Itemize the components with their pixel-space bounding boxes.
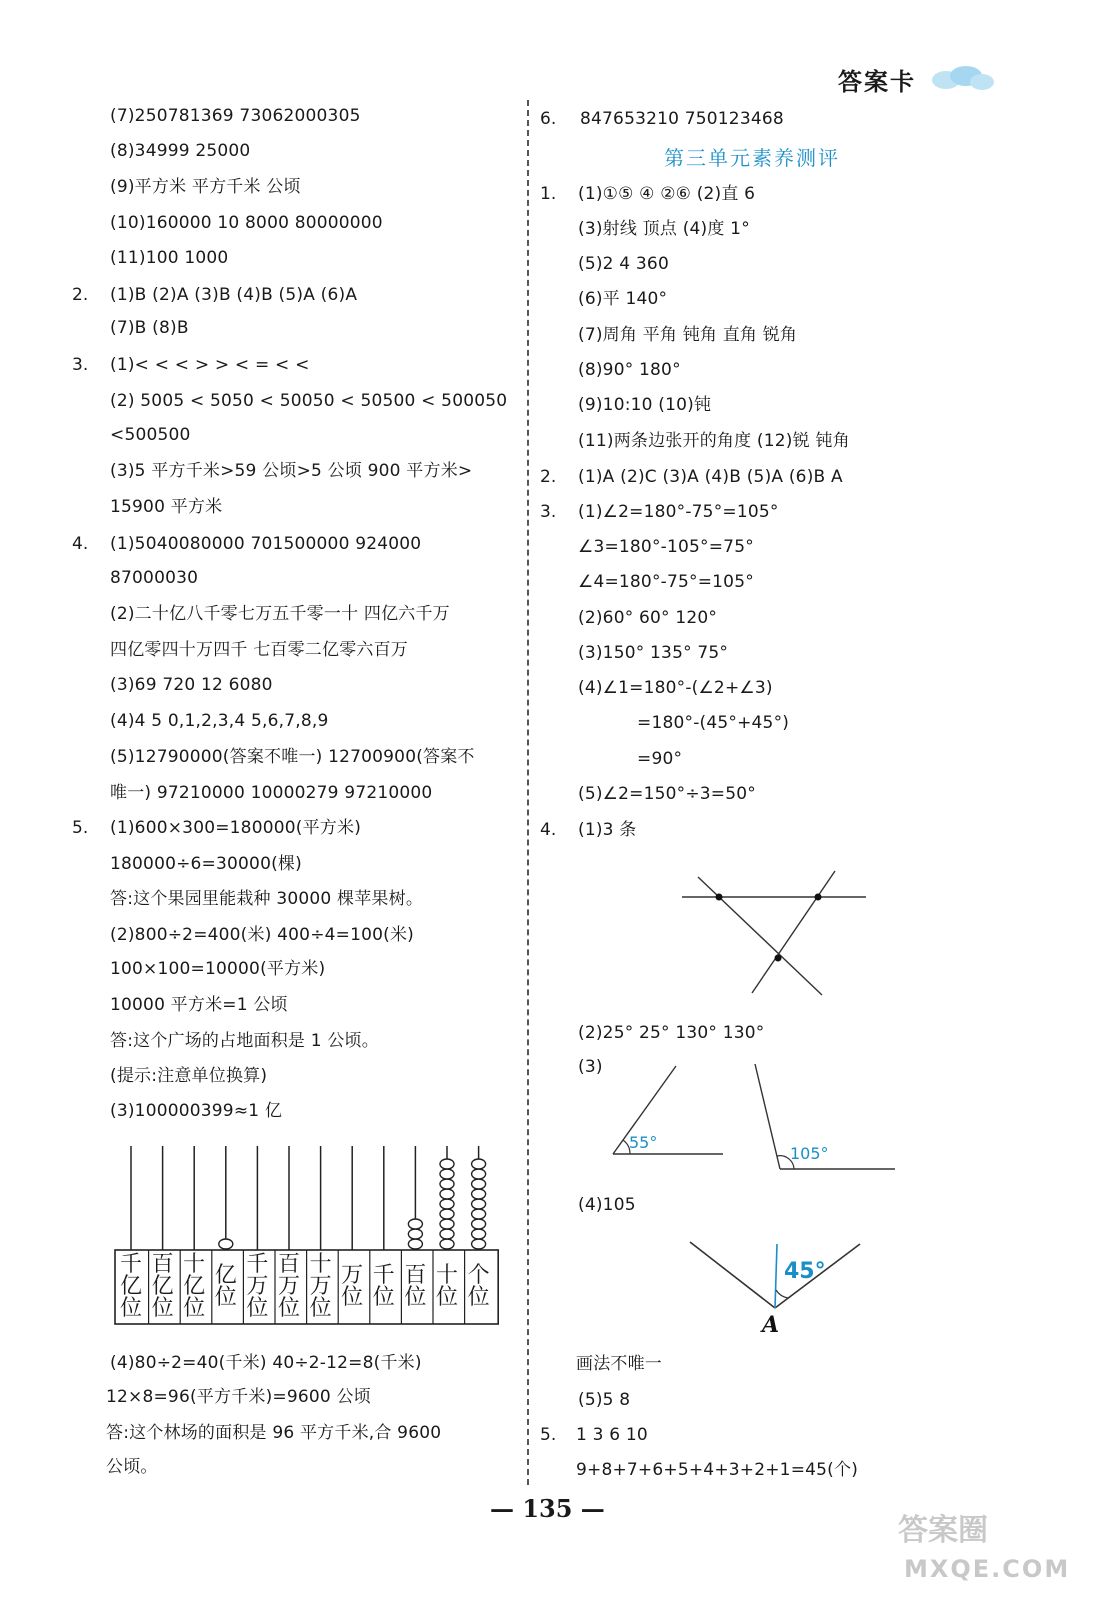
question-number: 2. — [540, 467, 557, 487]
answer-line: 847653210 750123468 — [580, 109, 784, 129]
question-number: 2. — [72, 285, 89, 305]
cloud-decoration-icon — [926, 62, 996, 94]
answer-line: (1)∠2=180°-75°=105° — [578, 502, 779, 522]
question-number: 4. — [540, 820, 557, 840]
abacus-bead — [472, 1229, 486, 1239]
abacus-bead — [408, 1219, 422, 1229]
answer-line: (1)< < < > > < = < < — [110, 355, 310, 375]
abacus-bead — [472, 1179, 486, 1189]
abacus-bead — [440, 1169, 454, 1179]
answer-line: =180°-(45°+45°) — [637, 713, 790, 733]
abacus-bead — [472, 1239, 486, 1249]
abacus-bead — [472, 1169, 486, 1179]
page-number: — 135 — — [490, 1494, 605, 1523]
abacus-bead — [472, 1189, 486, 1199]
answer-line: 答:这个果园里能栽种 30000 棵苹果树。 — [110, 889, 424, 909]
answer-line: 100×100=10000(平方米) — [110, 959, 326, 979]
answer-line: (3)射线 顶点 (4)度 1° — [578, 219, 750, 239]
question-number: 4. — [72, 534, 89, 554]
answer-line: (1)A (2)C (3)A (4)B (5)A (6)B A — [578, 467, 843, 487]
answer-line: (10)160000 10 8000 80000000 — [110, 213, 383, 233]
answer-line: =90° — [637, 749, 683, 769]
abacus-bead — [472, 1199, 486, 1209]
abacus-place-label: 千亿位 — [119, 1252, 142, 1321]
answer-line: 唯一) 97210000 10000279 97210000 — [110, 783, 433, 803]
answer-line: 画法不唯一 — [576, 1354, 662, 1374]
answer-line: 四亿零四十万四千 七百零二亿零六百万 — [110, 640, 409, 660]
answer-line: 1 3 6 10 — [576, 1425, 648, 1445]
answer-line: 180000÷6=30000(棵) — [110, 854, 302, 874]
abacus-bead — [408, 1229, 422, 1239]
answer-line: (4)105 — [578, 1195, 636, 1215]
abacus-bead — [440, 1199, 454, 1209]
answer-line: 9+8+7+6+5+4+3+2+1=45(个) — [576, 1460, 859, 1480]
question-number: 3. — [72, 355, 89, 375]
angle-label: 105° — [790, 1144, 829, 1163]
abacus-bead — [440, 1179, 454, 1189]
answer-line: 10000 平方米=1 公顷 — [110, 995, 288, 1015]
answer-line: (8)34999 25000 — [110, 141, 251, 161]
answer-line: (2)800÷2=400(米) 400÷4=100(米) — [110, 925, 415, 945]
answer-line: 15900 平方米 — [110, 497, 223, 517]
angle-label: 55° — [629, 1133, 658, 1152]
answer-line: 12×8=96(平方千米)=9600 公顷 — [106, 1387, 371, 1407]
answer-line: (4)4 5 0,1,2,3,4 5,6,7,8,9 — [110, 711, 329, 731]
answer-line: (2)25° 25° 130° 130° — [578, 1023, 765, 1043]
answer-line: (4)80÷2=40(千米) 40÷2-12=8(千米) — [110, 1353, 422, 1373]
answer-line: 87000030 — [110, 568, 199, 588]
abacus-bead — [440, 1189, 454, 1199]
answer-line: (1)600×300=180000(平方米) — [110, 818, 362, 838]
answer-line: (1)5040080000 701500000 924000 — [110, 534, 422, 554]
abacus-place-label: 千万位 — [246, 1252, 269, 1321]
abacus-place-label: 百亿位 — [151, 1252, 174, 1321]
angle-105-figure — [750, 1062, 900, 1172]
answer-line: (5)2 4 360 — [578, 254, 669, 274]
answer-line: (6)平 140° — [578, 289, 668, 309]
answer-line: ∠3=180°-105°=75° — [578, 537, 754, 557]
abacus-place-label: 十亿位 — [183, 1252, 206, 1321]
abacus-bead — [472, 1219, 486, 1229]
answer-line: (3)69 720 12 6080 — [110, 675, 273, 695]
answer-line: (4)∠1=180°-(∠2+∠3) — [578, 678, 773, 698]
column-divider — [527, 100, 529, 1485]
abacus-place-label: 亿位 — [214, 1263, 237, 1310]
answer-line: (7)250781369 73062000305 — [110, 106, 361, 126]
angle-label: 45° — [784, 1259, 826, 1284]
abacus-place-label: 万位 — [341, 1263, 364, 1310]
answer-line: 公顷。 — [106, 1457, 158, 1477]
answer-line: (1)①⑤ ④ ②⑥ (2)直 6 — [578, 184, 756, 204]
answer-line: (5)12790000(答案不唯一) 12700900(答案不 — [110, 747, 475, 767]
abacus-bead — [219, 1239, 233, 1249]
abacus-bead — [440, 1219, 454, 1229]
abacus-bead — [472, 1159, 486, 1169]
abacus-bead — [472, 1209, 486, 1219]
abacus-bead — [440, 1229, 454, 1239]
question-number: 3. — [540, 502, 557, 522]
answer-line: (11)100 1000 — [110, 248, 229, 268]
abacus-place-label: 十万位 — [309, 1252, 332, 1321]
answer-line: (7)周角 平角 钝角 直角 锐角 — [578, 325, 798, 345]
answer-line: (3)100000399≈1 亿 — [110, 1101, 283, 1121]
header-title: 答案卡 — [838, 68, 916, 96]
answer-line: (提示:注意单位换算) — [110, 1066, 268, 1086]
intersecting-lines-figure — [680, 865, 870, 1000]
answer-line: 答:这个广场的占地面积是 1 公顷。 — [110, 1031, 379, 1051]
answer-line: (3)150° 135° 75° — [578, 643, 729, 663]
abacus-bead — [440, 1209, 454, 1219]
section-title: 第三单元素养测评 — [664, 146, 840, 170]
question-number: 5. — [72, 818, 89, 838]
abacus-place-label: 个位 — [467, 1263, 490, 1310]
answer-line: (5)∠2=150°÷3=50° — [578, 784, 756, 804]
abacus-place-label: 千位 — [372, 1263, 395, 1310]
abacus-bead — [440, 1159, 454, 1169]
angle-45-figure — [688, 1240, 868, 1340]
abacus-bead — [440, 1239, 454, 1249]
answer-line: (2) 5005 < 5050 < 50050 < 50500 < 500050 — [110, 391, 508, 411]
answer-line: (3) — [578, 1057, 603, 1077]
answer-line: (1)B (2)A (3)B (4)B (5)A (6)A — [110, 285, 358, 305]
answer-line: <500500 — [110, 425, 191, 445]
watermark-logo: 答案圈 — [898, 1513, 988, 1548]
answer-line: (7)B (8)B — [110, 318, 189, 338]
question-number: 6. — [540, 109, 557, 129]
answer-line: (2)二十亿八千零七万五千零一十 四亿六千万 — [110, 604, 450, 624]
answer-line: ∠4=180°-75°=105° — [578, 572, 754, 592]
angle-55-figure — [608, 1062, 728, 1162]
vertex-label: A — [762, 1312, 780, 1338]
abacus-place-label: 十位 — [435, 1263, 458, 1310]
watermark-url: MXQE.COM — [904, 1555, 1071, 1583]
answer-line: (3)5 平方千米>59 公顷>5 公顷 900 平方米> — [110, 461, 473, 481]
question-number: 5. — [540, 1425, 557, 1445]
answer-line: (1)3 条 — [578, 820, 637, 840]
question-number: 1. — [540, 184, 557, 204]
answer-line: (9)10:10 (10)钝 — [578, 395, 712, 415]
abacus-bead — [408, 1239, 422, 1249]
abacus-place-label: 百万位 — [277, 1252, 300, 1321]
answer-line: (9)平方米 平方千米 公顷 — [110, 177, 301, 197]
answer-line: (11)两条边张开的角度 (12)锐 钝角 — [578, 431, 850, 451]
answer-line: 答:这个林场的面积是 96 平方千米,合 9600 — [106, 1423, 442, 1443]
answer-line: (8)90° 180° — [578, 360, 681, 380]
abacus-place-label: 百位 — [404, 1263, 427, 1310]
answer-line: (5)5 8 — [578, 1390, 631, 1410]
answer-line: (2)60° 60° 120° — [578, 608, 718, 628]
